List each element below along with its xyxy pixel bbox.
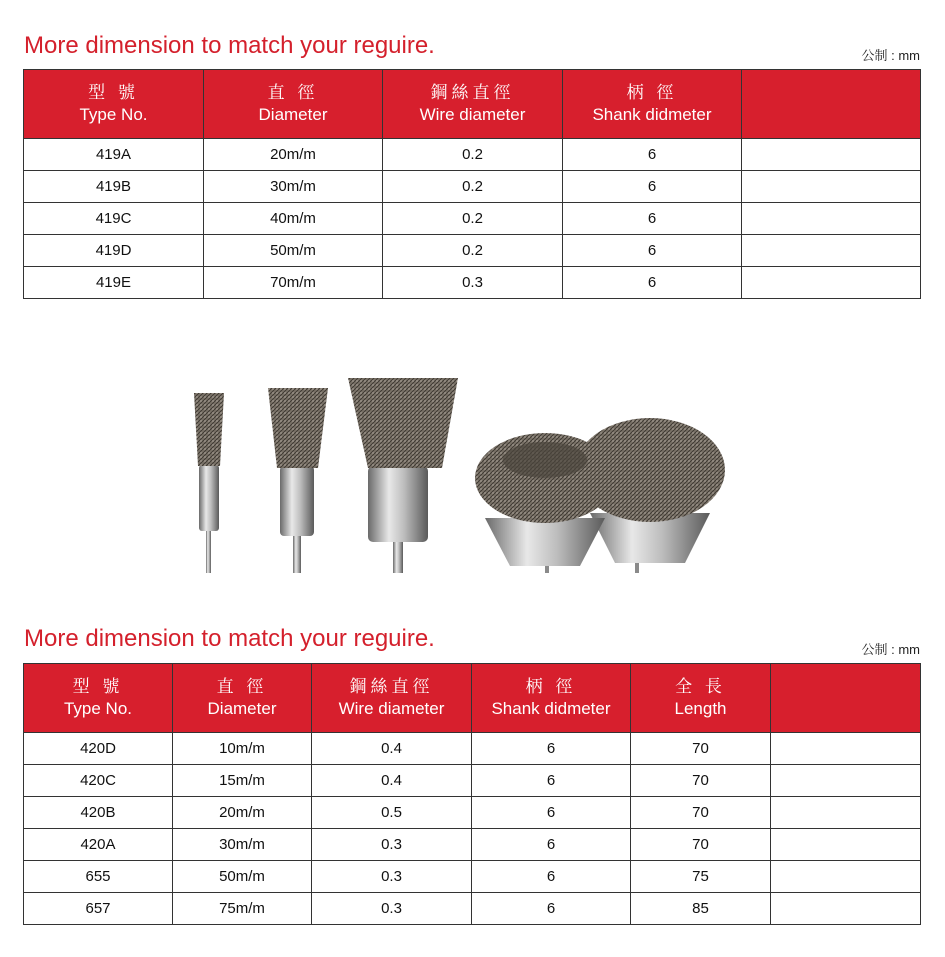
spec-table-420 [23, 663, 921, 925]
wire-brushes-photo [180, 368, 740, 583]
column-header [204, 70, 383, 139]
table-cell: 420C [24, 765, 173, 797]
table-row [24, 733, 921, 765]
table-cell: 6 [472, 861, 631, 893]
table-cell: 419B [24, 171, 204, 203]
table-row [24, 235, 921, 267]
table-cell: 6 [563, 235, 742, 267]
table-cell: 15m/m [173, 765, 312, 797]
table-cell: 50m/m [173, 861, 312, 893]
table-cell: 6 [472, 765, 631, 797]
table-cell: 20m/m [204, 139, 383, 171]
column-header-zh: 鋼絲直徑 [349, 677, 434, 696]
table-row [24, 139, 921, 171]
table-cell: 0.4 [312, 733, 472, 765]
table-cell: 420D [24, 733, 173, 765]
table-row [24, 797, 921, 829]
table-cell: 75m/m [173, 893, 312, 925]
table-cell: 70m/m [204, 267, 383, 299]
column-header [24, 70, 204, 139]
table-cell [742, 171, 921, 203]
table-cell: 50m/m [204, 235, 383, 267]
table-cell: 75 [631, 861, 771, 893]
section1-title: More dimension to match your reguire. [24, 32, 435, 59]
table-cell: 30m/m [204, 171, 383, 203]
column-header-en: Diameter [258, 105, 328, 124]
table-cell: 70 [631, 765, 771, 797]
column-header [631, 664, 771, 733]
table-cell: 6 [563, 267, 742, 299]
table-cell: 0.3 [312, 861, 472, 893]
table-cell [771, 893, 921, 925]
table-row [24, 171, 921, 203]
table-row [24, 829, 921, 861]
cup-brushes [475, 418, 725, 573]
table-cell: 70 [631, 829, 771, 861]
table-row [24, 893, 921, 925]
table-cell: 419E [24, 267, 204, 299]
table-row [24, 861, 921, 893]
table-cell: 6 [563, 139, 742, 171]
column-header [742, 70, 921, 139]
column-header-en: Length [674, 699, 727, 718]
column-header-zh: 直 徑 [216, 677, 268, 696]
column-header-zh: 全 長 [675, 677, 726, 696]
table-cell: 655 [24, 861, 173, 893]
table-cell: 6 [563, 171, 742, 203]
table-cell: 419C [24, 203, 204, 235]
column-header [563, 70, 742, 139]
table-row [24, 765, 921, 797]
table-cell: 70 [631, 797, 771, 829]
column-header-zh: 直 徑 [267, 83, 319, 102]
column-header-en: Wire diameter [419, 105, 526, 124]
column-header [472, 664, 631, 733]
table-cell: 30m/m [173, 829, 312, 861]
table-cell: 0.2 [383, 139, 563, 171]
table-cell [742, 235, 921, 267]
column-header [173, 664, 312, 733]
table-header-row [24, 70, 921, 139]
table-cell: 0.2 [383, 235, 563, 267]
table-cell: 6 [472, 797, 631, 829]
table-cell: 6 [472, 893, 631, 925]
table-row [24, 267, 921, 299]
table-cell: 0.2 [383, 203, 563, 235]
table-cell: 40m/m [204, 203, 383, 235]
table-cell: 0.3 [312, 829, 472, 861]
column-header-en: Shank didmeter [592, 105, 712, 124]
spec-table-419 [23, 69, 921, 299]
table-cell [771, 765, 921, 797]
column-header [312, 664, 472, 733]
table-cell [742, 203, 921, 235]
table-cell: 420B [24, 797, 173, 829]
column-header-en: Type No. [63, 699, 133, 718]
column-header [383, 70, 563, 139]
table-cell [742, 267, 921, 299]
column-header-zh: 柄 徑 [525, 677, 577, 696]
section1-unit: 公制 : mm [861, 48, 920, 63]
column-header [24, 664, 173, 733]
column-header-zh: 型 號 [72, 677, 124, 696]
section2-unit: 公制 : mm [861, 642, 920, 657]
table-cell: 419A [24, 139, 204, 171]
table-cell: 6 [472, 829, 631, 861]
table-cell: 70 [631, 733, 771, 765]
column-header-en: Wire diameter [338, 699, 445, 718]
table-cell: 20m/m [173, 797, 312, 829]
table-cell [742, 139, 921, 171]
column-header-en: Diameter [207, 699, 277, 718]
end-brush-large [348, 378, 458, 573]
end-brush-medium [268, 388, 328, 573]
column-header-en: Shank didmeter [491, 699, 611, 718]
column-header-zh: 柄 徑 [626, 83, 678, 102]
table-cell [771, 733, 921, 765]
column-header [771, 664, 921, 733]
table-cell: 420A [24, 829, 173, 861]
table-cell: 6 [472, 733, 631, 765]
table-row [24, 203, 921, 235]
table-header-row [24, 664, 921, 733]
table-cell: 0.3 [312, 893, 472, 925]
table-cell: 85 [631, 893, 771, 925]
table-cell: 419D [24, 235, 204, 267]
end-brush-small [194, 393, 224, 573]
section2-title: More dimension to match your reguire. [24, 625, 435, 652]
column-header-zh: 型 號 [88, 83, 139, 102]
table-cell [771, 861, 921, 893]
table-cell: 0.2 [383, 171, 563, 203]
column-header-zh: 鋼絲直徑 [430, 83, 515, 102]
table-cell: 657 [24, 893, 173, 925]
table-cell: 10m/m [173, 733, 312, 765]
table-cell [771, 797, 921, 829]
table-cell: 6 [563, 203, 742, 235]
column-header-en: Type No. [79, 105, 148, 124]
table-cell: 0.3 [383, 267, 563, 299]
table-cell: 0.5 [312, 797, 472, 829]
table-cell: 0.4 [312, 765, 472, 797]
table-cell [771, 829, 921, 861]
